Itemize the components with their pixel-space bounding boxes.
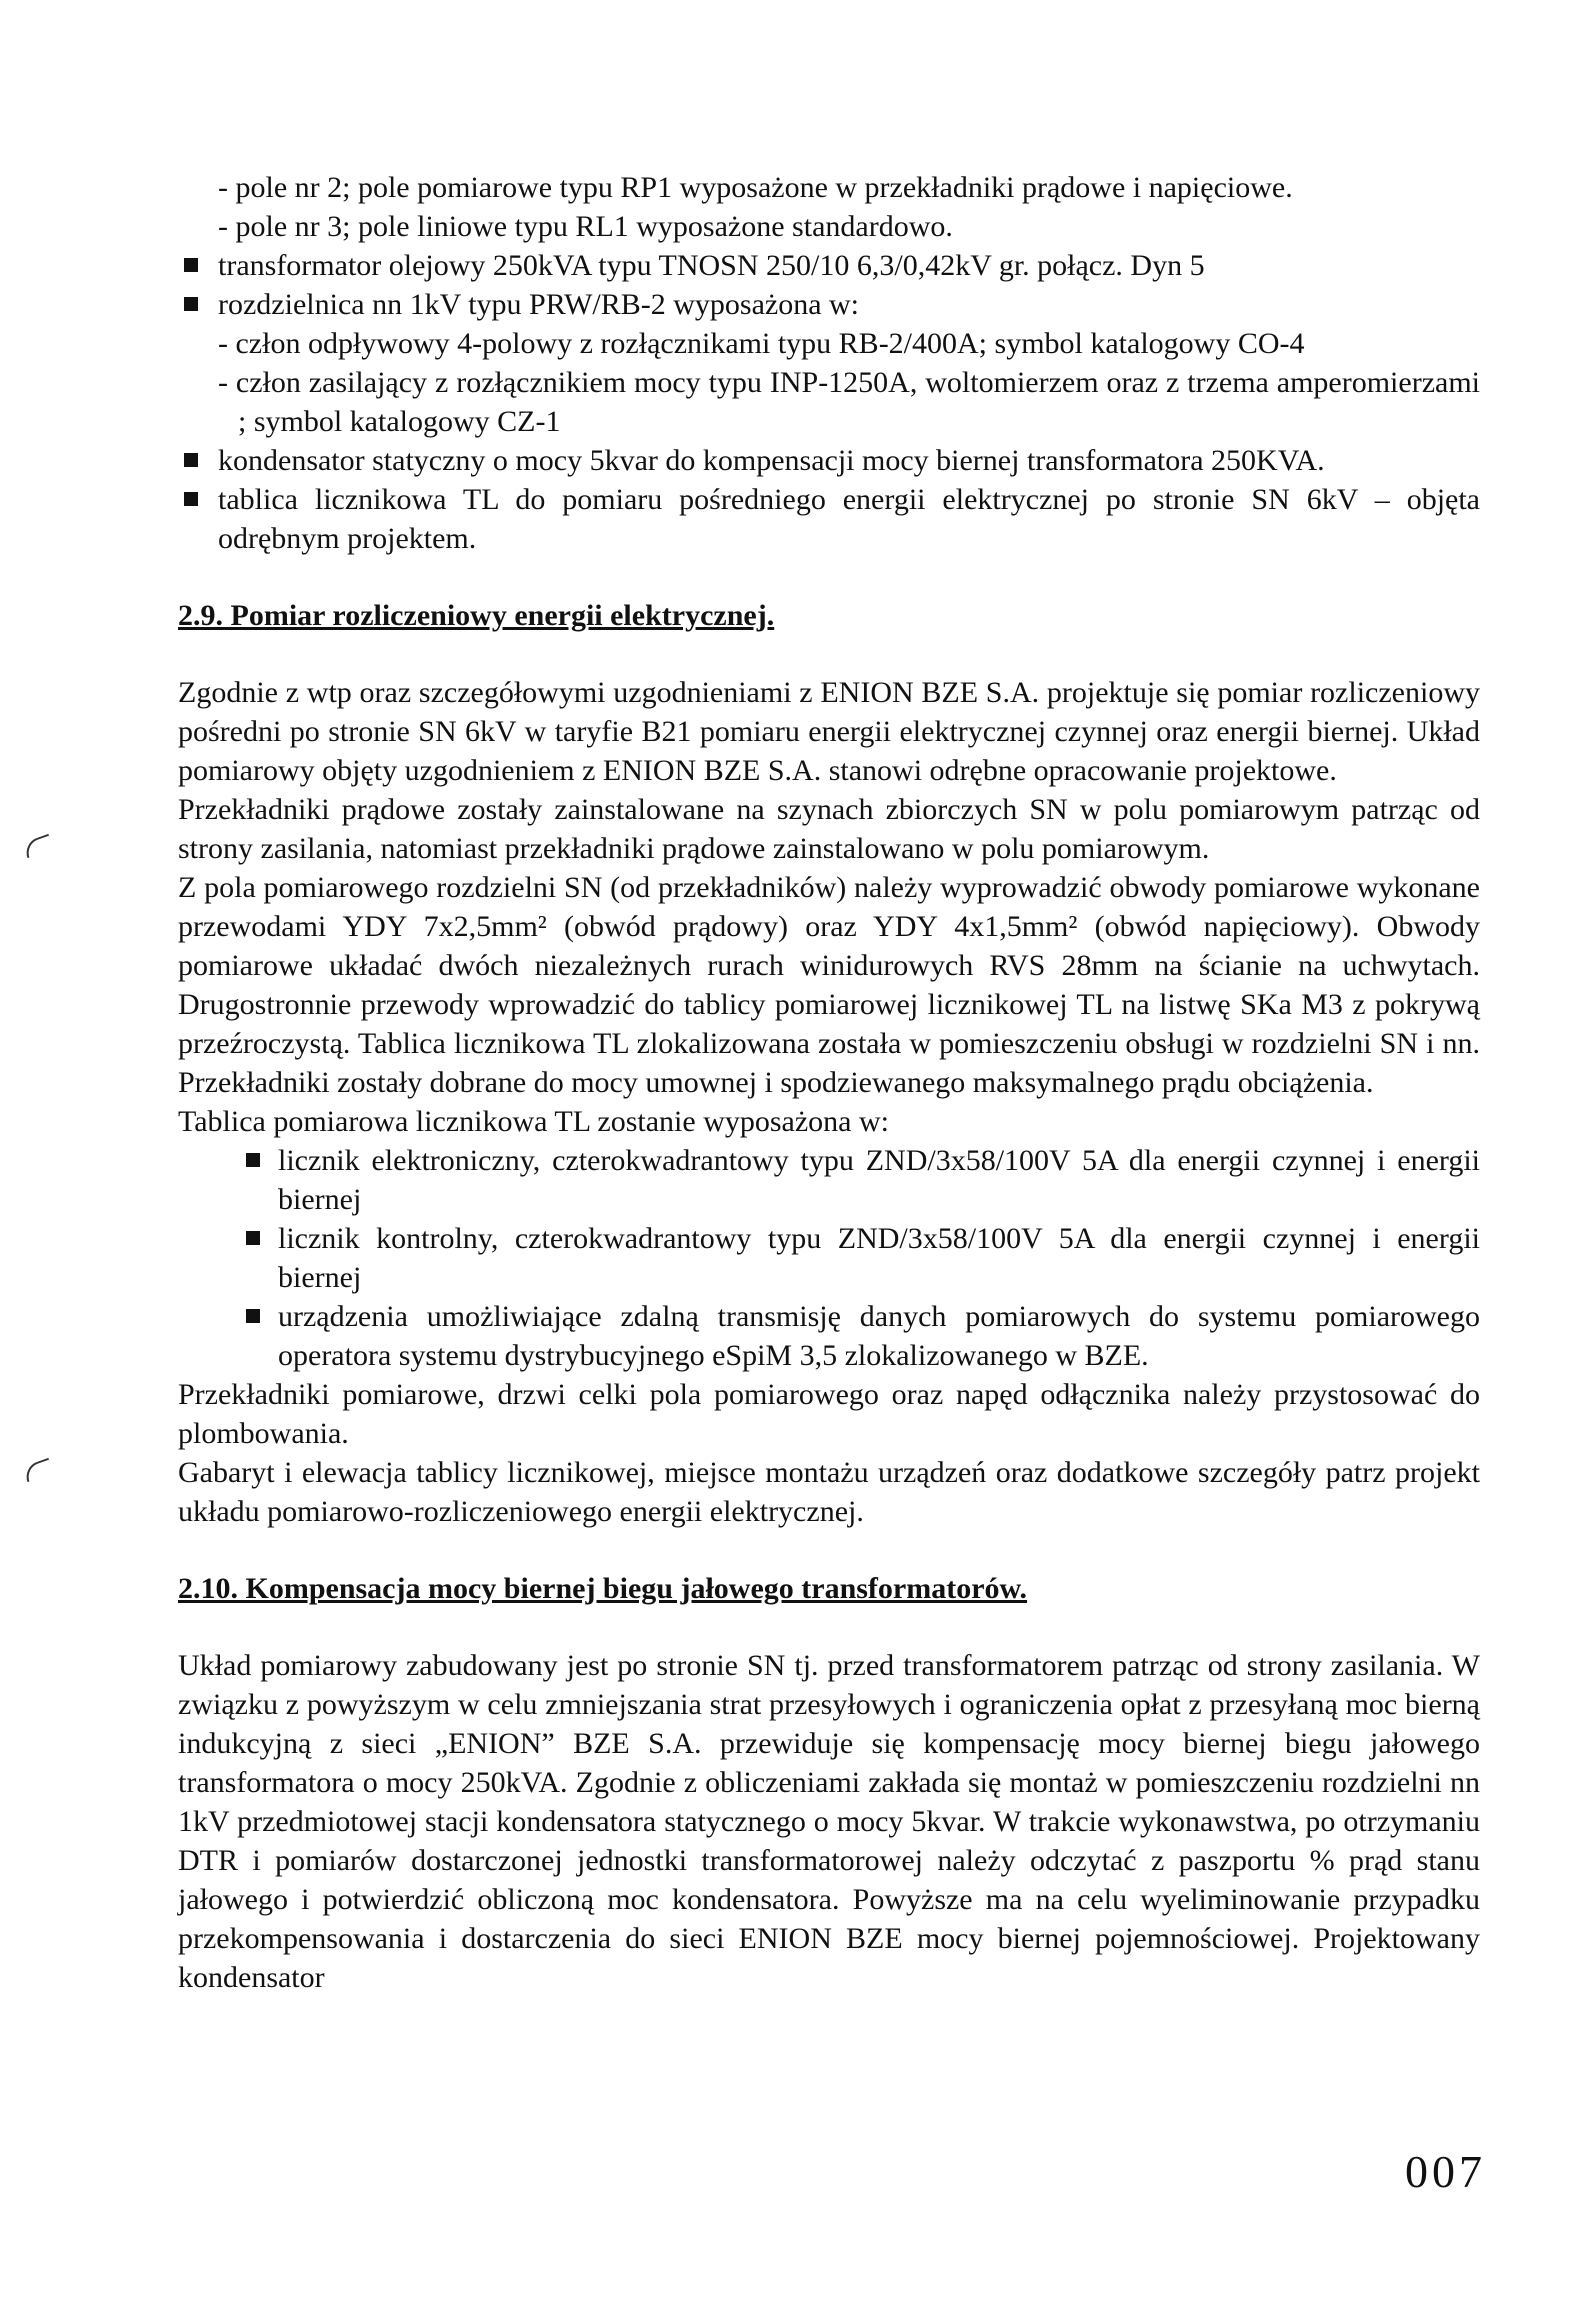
margin-tick-mark-icon	[22, 1458, 54, 1483]
field-2-line: - pole nr 2; pole pomiarowe typu RP1 wyposażone w przekładniki prądowe i napięciowe.	[218, 171, 1293, 204]
capacitor-text: kondensator statyczny o mocy 5kvar do kompensacji mocy biernej transformatora 250KVA.	[218, 444, 1325, 477]
section-2-9-paragraph: Tablica pomiarowa licznikowa TL zostanie wyposażona w:	[178, 1105, 889, 1138]
bullet-square-icon	[184, 453, 198, 467]
bullet-square-icon	[184, 258, 198, 272]
bullet-square-icon	[184, 492, 198, 506]
switchboard-text: rozdzielnica nn 1kV typu PRW/RB-2 wyposażona w:	[218, 288, 860, 321]
section-2-9-paragraph: Zgodnie z wtp oraz szczegółowymi uzgodnieniami z ENION BZE S.A. projektuje się pomiar rozliczeniowy pośredni po stronie SN 6kV w taryfie B21 pomiaru energii elektrycznej czynnej oraz energii biernej. Układ pomiarowy objęty uzgodnieniem z ENION BZE S.A. stanowi odrębne opracowanie projektowe.	[178, 676, 1480, 787]
meter-list-item	[178, 1141, 1480, 1219]
document-page	[178, 168, 1480, 1997]
margin-tick-mark-icon	[22, 834, 54, 859]
field-3-line: - pole nr 3; pole liniowe typu RL1 wyposażone standardowo.	[218, 210, 953, 243]
bullet-square-icon	[246, 1309, 260, 1323]
switchboard-item-outgoing: - człon odpływowy 4-polowy z rozłącznikami typu RB-2/400A; symbol katalogowy CO-4	[218, 327, 1305, 360]
meter-list-text: licznik kontrolny, czterokwadrantowy typu ZND/3x58/100V 5A dla energii czynnej i energii biernej	[278, 1222, 1480, 1294]
meter-board-text: tablica licznikowa TL do pomiaru pośredniego energii elektrycznej po stronie SN 6kV – objęta odrębnym projektem.	[218, 483, 1480, 555]
meter-list-item	[178, 1297, 1480, 1375]
transformer-text: transformator olejowy 250kVA typu TNOSN 250/10 6,3/0,42kV gr. połącz. Dyn 5	[218, 249, 1205, 282]
bullet-square-icon	[184, 297, 198, 311]
switchboard-item-supply: - człon zasilający z rozłącznikiem mocy typu INP-1250A, woltomierzem oraz z trzema amperomierzami ; symbol katalogowy CZ-1	[218, 366, 1480, 438]
meter-list-text: urządzenia umożliwiające zdalną transmisję danych pomiarowych do systemu pomiarowego operatora systemu dystrybucyjnego eSpiM 3,5 zlokalizowanego w BZE.	[278, 1300, 1480, 1372]
bullet-square-icon	[246, 1231, 260, 1245]
meter-list-text: licznik elektroniczny, czterokwadrantowy typu ZND/3x58/100V 5A dla energii czynnej i energii biernej	[278, 1144, 1480, 1216]
transformer-bullet	[178, 246, 1480, 285]
meter-board-bullet	[178, 480, 1480, 558]
section-2-9-paragraph: Przekładniki prądowe zostały zainstalowane na szynach zbiorczych SN w polu pomiarowym patrząc od strony zasilania, natomiast przekładniki prądowe zainstalowano w polu pomiarowym.	[178, 793, 1480, 865]
section-2-9-paragraph: Z pola pomiarowego rozdzielni SN (od przekładników) należy wyprowadzić obwody pomiarowe wykonane przewodami YDY 7x2,5mm² (obwód prądowy) oraz YDY 4x1,5mm² (obwód napięciowy). Obwody pomiarowe układać dwóch niezależnych rurach winidurowych RVS 28mm na ścianie na uchwytach. Drugostronnie przewody wprowadzić do tablicy pomiarowej licznikowej TL na listwę SKa M3 z pokrywą przeźroczystą. Tablica licznikowa TL zlokalizowana została w pomieszczeniu obsługi w rozdzielni SN i nn. Przekładniki zostały dobrane do mocy umownej i spodziewanego maksymalnego prądu obciążenia.	[178, 871, 1480, 1099]
switchboard-bullet	[178, 285, 1480, 324]
section-2-10-paragraph: Układ pomiarowy zabudowany jest po stronie SN tj. przed transformatorem patrząc od strony zasilania. W związku z powyższym w celu zmniejszania strat przesyłowych i ograniczenia opłat z przesyłaną moc bierną indukcyjną z sieci „ENION” BZE S.A. przewiduje się kompensację mocy biernej biegu jałowego transformatora o mocy 250kVA. Zgodnie z obliczeniami zakłada się montaż w pomieszczeniu rozdzielni nn 1kV przedmiotowej stacji kondensatora statycznego o mocy 5kvar. W trakcie wykonawstwa, po otrzymaniu DTR i pomiarów dostarczonej jednostki transformatorowej należy odczytać z paszportu % prąd stanu jałowego i potwierdzić obliczoną moc kondensatora. Powyższe ma na celu wyeliminowanie przypadku przekompensowania i dostarczenia do sieci ENION BZE mocy biernej pojemnościowej. Projektowany kondensator	[178, 1649, 1480, 1994]
section-2-10-heading: 2.10. Kompensacja mocy biernej biegu jałowego transformatorów.	[178, 1572, 1028, 1605]
section-2-9-heading: 2.9. Pomiar rozliczeniowy energii elektrycznej.	[178, 599, 775, 632]
page-number: 007	[1405, 2146, 1486, 2197]
section-2-9-closing-paragraph: Gabaryt i elewacja tablicy licznikowej, miejsce montażu urządzeń oraz dodatkowe szczegóły patrz projekt układu pomiarowo-rozliczeniowego energii elektrycznej.	[178, 1456, 1480, 1528]
section-2-9-closing-paragraph: Przekładniki pomiarowe, drzwi celki pola pomiarowego oraz napęd odłącznika należy przystosować do plombowania.	[178, 1378, 1480, 1450]
bullet-square-icon	[246, 1153, 260, 1167]
meter-list-item	[178, 1219, 1480, 1297]
capacitor-bullet	[178, 441, 1480, 480]
